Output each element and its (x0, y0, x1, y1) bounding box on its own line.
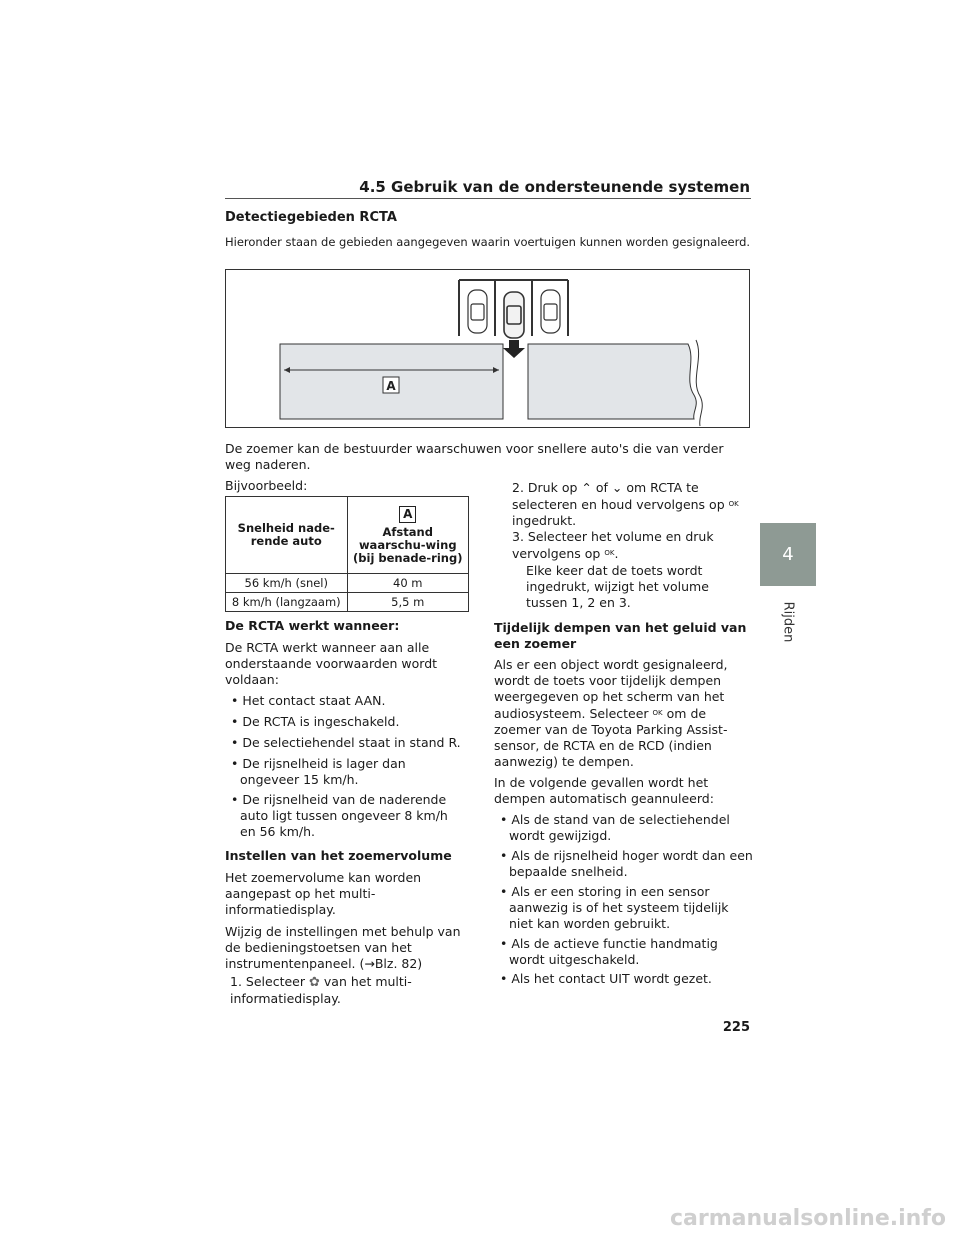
table-row (226, 574, 469, 593)
header-divider (225, 198, 751, 199)
chapter-tab: 4 (760, 523, 816, 586)
speed-cell: 8 km/h (langzaam) (226, 593, 348, 612)
step-3: 3. Selecteer het volume en druk vervolgens op $^{OK}$. (512, 529, 714, 561)
warning-paragraph: De zoemer kan de bestuurder waarschuwen voor snellere auto's die van verder weg naderen. (225, 441, 724, 472)
table-row (226, 593, 469, 612)
detection-area-figure (225, 269, 750, 428)
page-number: 225 (722, 1020, 750, 1035)
col-distance-header: Afstand waarschu-wing (bij benade-ring) (353, 524, 463, 565)
list-item: • De rijsnelheid is lager dan ongeveer 15 km/h. (231, 756, 406, 787)
list-item: • De rijsnelheid van de naderende auto ligt tussen ongeveer 8 km/h en 56 km/h. (231, 792, 448, 839)
ok-icon: OK (652, 709, 663, 717)
distance-cell: 40 m (347, 574, 469, 593)
detection-zone-right (528, 344, 696, 419)
detection-area-diagram (226, 270, 751, 429)
list-item: • Als er een storing in een sensor aanwezig is of het systeem tijdelijk niet kan worden gebruikt. (500, 884, 729, 931)
chevron-down-icon: ⌄ (611, 480, 623, 495)
parked-car-right (541, 290, 560, 333)
works-title: De RCTA werkt wanneer: (225, 618, 400, 633)
list-item: • Het contact staat AAN. (231, 693, 386, 708)
col-speed-header: Snelheid nade-rende auto (226, 497, 348, 574)
footer-watermark: carmanualsonline.info (670, 1206, 946, 1231)
list-item: • Als de rijsnelheid hoger wordt dan een bepaalde snelheid. (500, 848, 753, 879)
list-item: • De RCTA is ingeschakeld. (231, 714, 400, 729)
distance-table (225, 496, 469, 612)
list-item: • Als het contact UIT wordt gezet. (500, 971, 712, 986)
volume-title: Instellen van het zoemervolume (225, 848, 452, 863)
example-label: Bijvoorbeeld: (225, 478, 308, 493)
chapter-label: Rijden (780, 601, 796, 643)
works-intro: De RCTA werkt wanneer aan alle onderstaande voorwaarden wordt voldaan: (225, 640, 438, 687)
table-header-row (226, 497, 469, 574)
chevron-up-icon: ⌃ (581, 480, 592, 495)
step-1: 1. Selecteer ✿ van het multi-informatiedisplay. (230, 974, 412, 1006)
distance-cell: 5,5 m (347, 593, 469, 612)
speed-cell: 56 km/h (snel) (226, 574, 348, 593)
reverse-direction-arrow-icon (503, 340, 525, 358)
volume-paragraph-1: Het zoemervolume kan worden aangepast op het multi-informatiedisplay. (225, 870, 422, 917)
step-2: 2. Druk op ⌃ of ⌄ om RCTA te selecteren en houd vervolgens op $^{OK}$ ingedrukt. (512, 480, 739, 528)
table-label-a: A (399, 506, 416, 523)
figure-label-a: A (386, 379, 396, 393)
section-title: Detectiegebieden RCTA (225, 210, 397, 225)
mute-paragraph-1: Als er een object wordt gesignaleerd, wordt de toets voor tijdelijk dempen weergegeven op het scherm van het audiosysteem. Selecteer $^{OK}$ om de zoemer van de Toyota Parking Assist-sensor, de RCTA en de RCD (indien aanwezig) te dempen. (494, 657, 728, 769)
gear-icon: ✿ (309, 975, 320, 990)
section-header: 4.5 Gebruik van de ondersteunende systemen (359, 178, 750, 196)
step-3-note: Elke keer dat de toets wordt ingedrukt, wijzigt het volume tussen 1, 2 en 3. (526, 563, 709, 610)
mute-paragraph-2: In de volgende gevallen wordt het dempen automatisch geannuleerd: (494, 775, 714, 806)
volume-paragraph-2: Wijzig de instellingen met behulp van de bedieningstoetsen van het instrumentenpaneel. (→Blz. 82) (225, 924, 461, 971)
mute-title: Tijdelijk dempen van het geluid van een zoemer (494, 620, 747, 651)
ok-icon: OK (728, 500, 739, 508)
list-item: • De selectiehendel staat in stand R. (231, 735, 461, 750)
reversing-car (504, 292, 524, 338)
list-item: • Als de actieve functie handmatig wordt uitgeschakeld. (500, 936, 718, 967)
parked-car-left (468, 290, 487, 333)
ok-icon: OK (604, 549, 615, 557)
section-intro: Hieronder staan de gebieden aangegeven waarin voertuigen kunnen worden gesignaleerd. (225, 235, 751, 249)
list-item: • Als de stand van de selectiehendel wordt gewijzigd. (500, 812, 730, 843)
col-distance-header-cell (347, 497, 469, 574)
